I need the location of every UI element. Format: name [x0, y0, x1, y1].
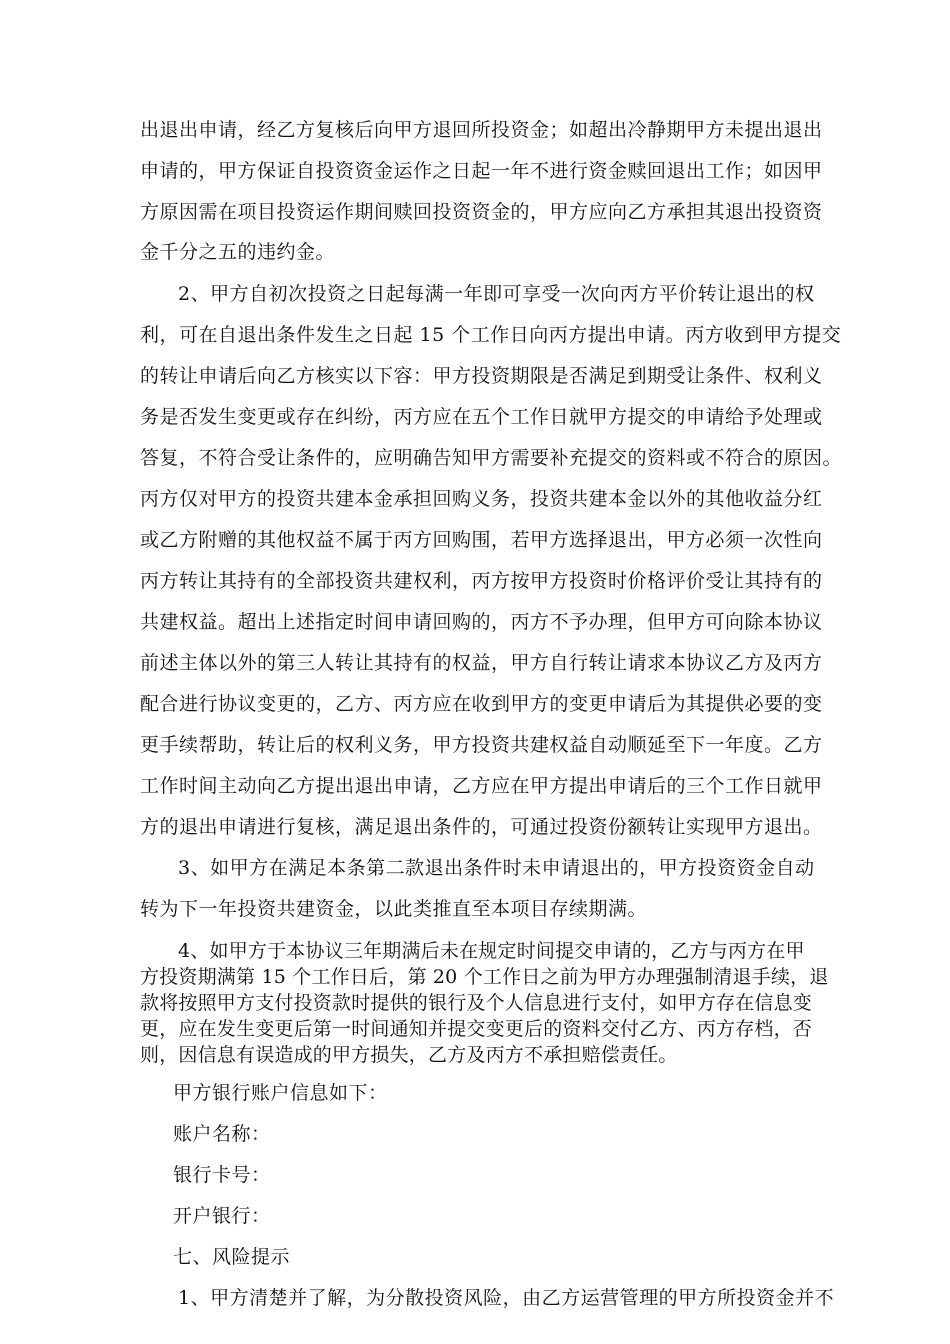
paragraph-line: 2、甲方自初次投资之日起每满一年即可享受一次向丙方平价转让退出的权: [178, 283, 815, 305]
paragraph-line: 方原因需在项目投资运作期间赎回投资资金的，甲方应向乙方承担其退出投资资: [140, 201, 823, 223]
paragraph-line: 工作时间主动向乙方提出退出申请，乙方应在甲方提出申请后的三个工作日就甲: [140, 775, 823, 797]
paragraph-line: 金千分之五的违约金。: [140, 241, 336, 263]
paragraph-line: 答复，不符合受让条件的，应明确告知甲方需要补充提交的资料或不符合的原因。: [140, 447, 843, 469]
bank-info-heading: 甲方银行账户信息如下：: [173, 1082, 388, 1104]
paragraph-line: 方投资期满第 15 个工作日后，第 20 个工作日之前为甲方办理强制清退手续，退: [140, 966, 829, 988]
paragraph-line: 的转让申请后向乙方核实以下容：甲方投资期限是否满足到期受让条件、权利义: [140, 365, 823, 387]
paragraph-line: 更，应在发生变更后第一时间通知并提交变更后的资料交付乙方、丙方存档，否: [140, 1018, 813, 1040]
paragraph-line: 配合进行协议变更的，乙方、丙方应在收到甲方的变更申请后为其提供必要的变: [140, 693, 823, 715]
paragraph-line: 丙方转让其持有的全部投资共建权利，丙方按甲方投资时价格评价受让其持有的: [140, 570, 823, 592]
paragraph-line: 共建权益。超出上述指定时间申请回购的，丙方不予办理，但甲方可向除本协议: [140, 611, 823, 633]
paragraph-line: 则，因信息有误造成的甲方损失，乙方及丙方不承担赔偿责任。: [140, 1044, 678, 1066]
paragraph-line: 利，可在自退出条件发生之日起 15 个工作日向丙方提出申请。丙方收到甲方提交: [140, 324, 842, 346]
bank-card-label: 银行卡号：: [173, 1164, 271, 1186]
paragraph-line: 款将按照甲方支付投资款时提供的银行及个人信息进行支付，如甲方存在信息变: [140, 992, 813, 1014]
paragraph-line: 或乙方附赠的其他权益不属于丙方回购围，若甲方选择退出，甲方必须一次性向: [140, 529, 823, 551]
account-name-label: 账户名称：: [173, 1123, 271, 1145]
paragraph-line: 务是否发生变更或存在纠纷，丙方应在五个工作日就甲方提交的申请给予处理或: [140, 406, 823, 428]
paragraph-line: 申请的，甲方保证自投资资金运作之日起一年不进行资金赎回退出工作；如因甲: [140, 160, 823, 182]
paragraph-line: 3、如甲方在满足本条第二款退出条件时未申请退出的，甲方投资资金自动: [178, 857, 815, 879]
paragraph-line: 前述主体以外的第三人转让其持有的权益，甲方自行转让请求本协议乙方及丙方: [140, 652, 823, 674]
paragraph-line: 转为下一年投资共建资金，以此类推直至本项目存续期满。: [140, 898, 648, 920]
section-heading: 七、风险提示: [173, 1246, 291, 1268]
paragraph-line: 更手续帮助，转让后的权利义务，甲方投资共建权益自动顺延至下一年度。乙方: [140, 734, 823, 756]
opening-bank-label: 开户银行：: [173, 1205, 271, 1227]
paragraph-line: 出退出申请，经乙方复核后向甲方退回所投资金；如超出冷静期甲方未提出退出: [140, 119, 823, 141]
paragraph-line: 4、如甲方于本协议三年期满后未在规定时间提交申请的，乙方与丙方在甲: [178, 940, 805, 962]
paragraph-line: 丙方仅对甲方的投资共建本金承担回购义务，投资共建本金以外的其他收益分红: [140, 488, 823, 510]
paragraph-line: 方的退出申请进行复核，满足退出条件的，可通过投资份额转让实现甲方退出。: [140, 816, 823, 838]
paragraph-line: 1、甲方清楚并了解，为分散投资风险，由乙方运营管理的甲方所投资金并不: [178, 1287, 835, 1309]
